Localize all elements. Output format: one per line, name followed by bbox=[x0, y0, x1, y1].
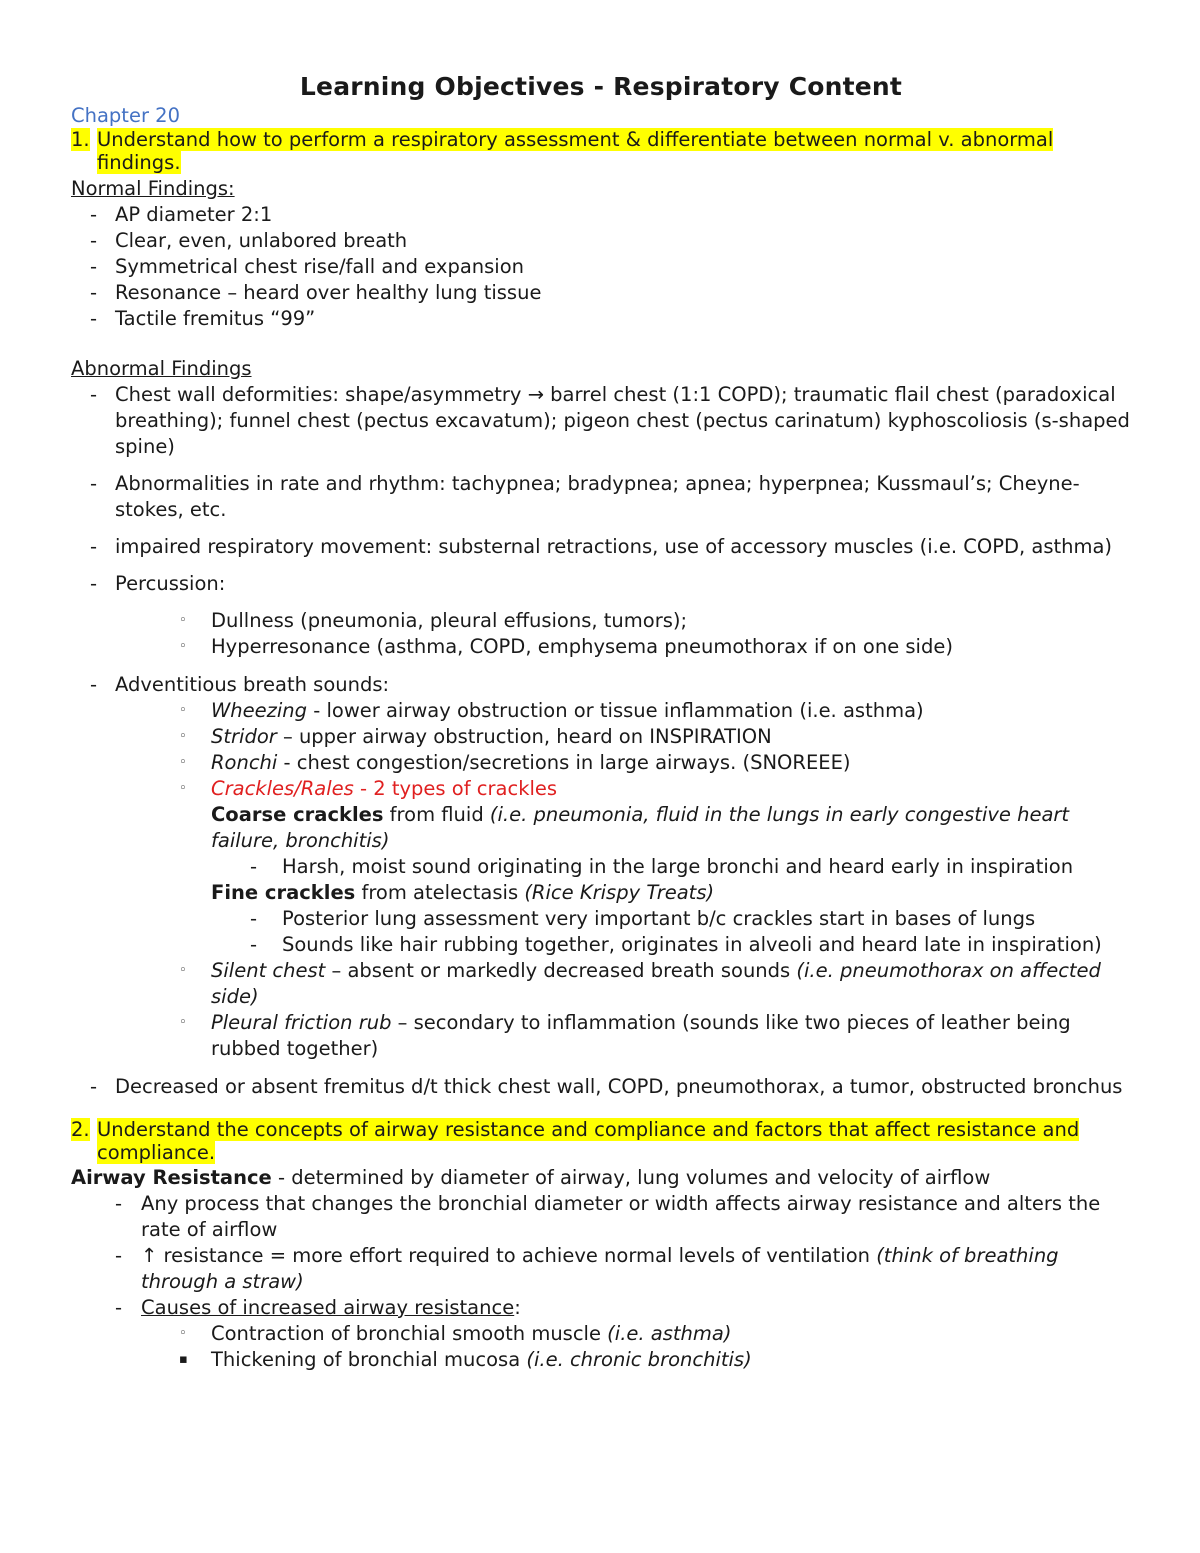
document-page bbox=[71, 70, 1131, 1373]
list-item bbox=[71, 724, 1131, 750]
causes-heading: Causes of increased airway resistance bbox=[141, 1296, 515, 1319]
list-item-text: - 2 types of crackles bbox=[353, 777, 558, 800]
list-item bbox=[71, 228, 1131, 254]
example-text: (i.e. pneumonia, fluid in the lungs in early congestive heart failure, bronchitis) bbox=[211, 803, 1070, 852]
list-item-text: Symmetrical chest rise/fall and expansion bbox=[115, 255, 524, 278]
objective-2 bbox=[71, 1118, 1131, 1164]
list-item-text: Decreased or absent fremitus d/t thick chest wall, COPD, pneumothorax, a tumor, obstructed bronchus bbox=[115, 1075, 1123, 1098]
list-item bbox=[71, 1347, 1131, 1373]
dash-marker: - bbox=[90, 535, 98, 558]
list-item bbox=[71, 958, 1131, 1010]
list-item-text: Abnormalities in rate and rhythm: tachypnea; bradypnea; apnea; hyperpnea; Kussmaul’s; Cheyne-stokes, etc. bbox=[115, 472, 1080, 521]
dash-marker: - bbox=[90, 472, 98, 495]
normal-findings-heading: Normal Findings: bbox=[71, 177, 235, 200]
list-item-text: Resonance – heard over healthy lung tissue bbox=[115, 281, 542, 304]
list-item-text: – upper airway obstruction, heard on INSPIRATION bbox=[276, 725, 772, 748]
list-item-text: Clear, even, unlabored breath bbox=[115, 229, 408, 252]
list-item bbox=[71, 634, 1131, 660]
list-item-text: Hyperresonance (asthma, COPD, emphysema pneumothorax if on one side) bbox=[211, 635, 953, 658]
list-item bbox=[71, 534, 1131, 560]
circle-marker: ◦ bbox=[179, 639, 187, 654]
list-item-text: impaired respiratory movement: substernal retractions, use of accessory muscles (i.e. COPD, asthma) bbox=[115, 535, 1113, 558]
dash-marker: - bbox=[90, 572, 98, 595]
abnormal-findings-heading: Abnormal Findings bbox=[71, 357, 252, 380]
list-item bbox=[71, 854, 1131, 880]
example-text: (i.e. chronic bronchitis) bbox=[526, 1348, 752, 1371]
dash-marker: - bbox=[115, 1192, 123, 1215]
dash-marker: - bbox=[250, 855, 258, 878]
objective-1-number: 1. bbox=[71, 128, 90, 151]
term-pleural-friction-rub: Pleural friction rub bbox=[211, 1011, 392, 1034]
term-wheezing: Wheezing bbox=[211, 699, 308, 722]
list-item bbox=[71, 1321, 1131, 1347]
list-item bbox=[71, 571, 1131, 597]
example-text: (Rice Krispy Treats) bbox=[524, 881, 715, 904]
dash-marker: - bbox=[90, 307, 98, 330]
list-item bbox=[71, 932, 1131, 958]
objective-1-text: Understand how to perform a respiratory assessment & differentiate between normal v. abnormal findings. bbox=[97, 128, 1054, 174]
dash-marker: - bbox=[90, 255, 98, 278]
circle-marker: ◦ bbox=[179, 703, 187, 718]
definition-text: - determined by diameter of airway, lung volumes and velocity of airflow bbox=[271, 1166, 991, 1189]
term-fine-crackles: Fine crackles bbox=[211, 881, 356, 904]
list-item-text: from atelectasis bbox=[355, 881, 525, 904]
circle-marker: ◦ bbox=[179, 755, 187, 770]
page-title: Learning Objectives - Respiratory Content bbox=[299, 72, 903, 101]
list-item bbox=[71, 776, 1131, 802]
dash-marker: - bbox=[90, 229, 98, 252]
list-item bbox=[71, 750, 1131, 776]
circle-marker: ◦ bbox=[179, 1326, 187, 1341]
square-marker: ▪ bbox=[179, 1352, 188, 1367]
circle-marker: ◦ bbox=[179, 613, 187, 628]
objective-2-text: Understand the concepts of airway resistance and compliance and factors that affect resistance and compliance. bbox=[97, 1118, 1080, 1164]
list-item bbox=[71, 1295, 1131, 1321]
list-item bbox=[71, 280, 1131, 306]
term-airway-resistance: Airway Resistance bbox=[71, 1166, 272, 1189]
term-ronchi: Ronchi bbox=[211, 751, 278, 774]
dash-marker: - bbox=[250, 933, 258, 956]
list-item-text: Any process that changes the bronchial diameter or width affects airway resistance and alters the rate of airflow bbox=[141, 1192, 1101, 1241]
circle-marker: ◦ bbox=[179, 729, 187, 744]
list-item-text: Posterior lung assessment very important b/c crackles start in bases of lungs bbox=[282, 907, 1036, 930]
list-item bbox=[71, 672, 1131, 698]
term-crackles: Crackles/Rales bbox=[211, 777, 354, 800]
dash-marker: - bbox=[115, 1296, 123, 1319]
dash-marker: - bbox=[250, 907, 258, 930]
list-item bbox=[71, 202, 1131, 228]
list-item bbox=[71, 906, 1131, 932]
circle-marker: ◦ bbox=[179, 963, 187, 978]
term-stridor: Stridor bbox=[211, 725, 277, 748]
coarse-crackles-block bbox=[71, 802, 1131, 854]
list-item-text: Harsh, moist sound originating in the large bronchi and heard early in inspiration bbox=[282, 855, 1074, 878]
list-item bbox=[71, 382, 1131, 460]
dash-marker: - bbox=[90, 203, 98, 226]
example-text: (i.e. pneumothorax on affected side) bbox=[211, 959, 1101, 1008]
list-item-text: - lower airway obstruction or tissue inflammation (i.e. asthma) bbox=[307, 699, 924, 722]
dash-marker: - bbox=[90, 673, 98, 696]
list-item-text: Tactile fremitus “99” bbox=[115, 307, 316, 330]
list-item-text: Contraction of bronchial smooth muscle bbox=[211, 1322, 608, 1345]
list-item-text: from fluid bbox=[383, 803, 490, 826]
list-item-text: Adventitious breath sounds: bbox=[115, 673, 390, 696]
list-item bbox=[71, 254, 1131, 280]
term-silent-chest: Silent chest bbox=[211, 959, 326, 982]
list-item bbox=[71, 1074, 1131, 1100]
list-item-text: Chest wall deformities: shape/asymmetry → barrel chest (1:1 COPD); traumatic flail chest (paradoxical breathing); funnel chest (pectus excavatum); pigeon chest (pectus carinatum) kyphoscoliosis (s-shaped spine) bbox=[115, 383, 1130, 458]
chapter-label: Chapter 20 bbox=[71, 104, 180, 127]
list-item-text: Thickening of bronchial mucosa bbox=[211, 1348, 527, 1371]
list-item-text: Dullness (pneumonia, pleural effusions, tumors); bbox=[211, 609, 688, 632]
list-item-text: – absent or markedly decreased breath sounds bbox=[325, 959, 797, 982]
list-item bbox=[71, 306, 1131, 332]
list-item-text: – secondary to inflammation (sounds like two pieces of leather being rubbed together) bbox=[211, 1011, 1071, 1060]
objective-2-number: 2. bbox=[71, 1118, 90, 1141]
list-item bbox=[71, 1191, 1131, 1243]
list-item bbox=[71, 1243, 1131, 1295]
list-item bbox=[71, 471, 1131, 523]
dash-marker: - bbox=[115, 1244, 123, 1267]
list-item-text: ↑ resistance = more effort required to achieve normal levels of ventilation bbox=[141, 1244, 877, 1267]
list-item bbox=[71, 1010, 1131, 1062]
circle-marker: ◦ bbox=[179, 781, 187, 796]
fine-crackles-block bbox=[71, 880, 1131, 906]
colon: : bbox=[514, 1296, 521, 1319]
list-item-text: Sounds like hair rubbing together, originates in alveoli and heard late in inspiration) bbox=[282, 933, 1102, 956]
dash-marker: - bbox=[90, 1075, 98, 1098]
dash-marker: - bbox=[90, 281, 98, 304]
example-text: (i.e. asthma) bbox=[607, 1322, 732, 1345]
circle-marker: ◦ bbox=[179, 1015, 187, 1030]
list-item-text: AP diameter 2:1 bbox=[115, 203, 273, 226]
objective-1 bbox=[71, 128, 1131, 174]
list-item-text: Percussion: bbox=[115, 572, 226, 595]
list-item bbox=[71, 698, 1131, 724]
list-item bbox=[71, 608, 1131, 634]
term-coarse-crackles: Coarse crackles bbox=[211, 803, 384, 826]
list-item-text: - chest congestion/secretions in large airways. (SNOREEE) bbox=[277, 751, 851, 774]
example-text: (think of breathing through a straw) bbox=[141, 1244, 1059, 1293]
airway-resistance-definition bbox=[71, 1165, 1131, 1191]
dash-marker: - bbox=[90, 383, 98, 406]
